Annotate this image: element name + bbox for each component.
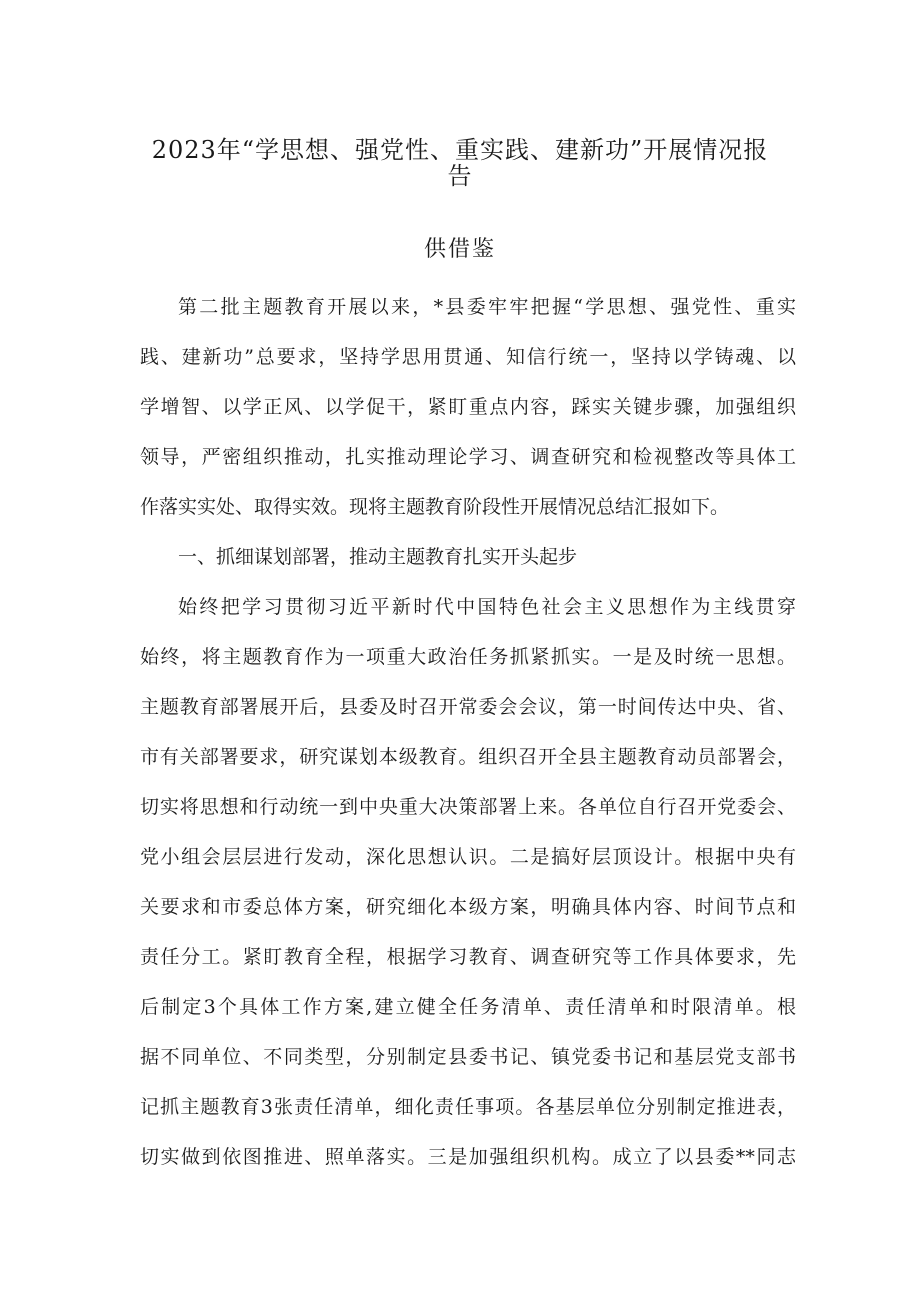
body-line: 责任分工。紧盯教育全程，根据学习教育、调查研究等工作具体要求，先 [140, 946, 796, 968]
body-line: 切实做到依图推进、照单落实。三是加强组织机构。成立了以县委**同志 [140, 1146, 796, 1168]
document-subtitle: 供借鉴 [423, 237, 496, 262]
body-line: 党小组会层层进行发动，深化思想认识。二是搞好层顶设计。根据中央有 [140, 846, 796, 868]
body-line: 始终，将主题教育作为一项重大政治任务抓紧抓实。一是及时统一思想。 [140, 646, 796, 668]
document-title-line-1: 2023年“学思想、强党性、重实践、建新功”开展情况报 [151, 136, 769, 164]
section-heading: 一、抓细谋划部署，推动主题教育扎实开头起步 [178, 546, 578, 568]
intro-line: 学增智、以学正风、以学促干，紧盯重点内容，踩实关键步骤，加强组织 [140, 396, 796, 418]
body-line: 关要求和市委总体方案，研究细化本级方案，明确具体内容、时间节点和 [140, 896, 796, 918]
body-line: 始终把学习贯彻习近平新时代中国特色社会主义思想作为主线贯穿 [178, 596, 796, 618]
body-line: 据不同单位、不同类型，分别制定县委书记、镇党委书记和基层党支部书 [140, 1046, 796, 1068]
body-line: 市有关部署要求，研究谋划本级教育。组织召开全县主题教育动员部署会， [140, 746, 796, 768]
body-line: 记抓主题教育3张责任清单，细化责任事项。各基层单位分别制定推进表， [140, 1096, 796, 1118]
body-line: 后制定3个具体工作方案,建立健全任务清单、责任清单和时限清单。根 [140, 996, 796, 1018]
intro-line: 领导，严密组织推动，扎实推动理论学习、调查研究和检视整改等具体工 [140, 446, 796, 468]
body-line: 切实将思想和行动统一到中央重大决策部署上来。各单位自行召开党委会、 [140, 796, 796, 818]
intro-line: 践、建新功”总要求，坚持学思用贯通、知信行统一，坚持以学铸魂、以 [140, 346, 796, 368]
document-title-line-2: 告 [447, 162, 473, 190]
body-line: 主题教育部署展开后，县委及时召开常委会会议，第一时间传达中央、省、 [140, 696, 796, 718]
intro-line: 第二批主题教育开展以来，*县委牢牢把握“学思想、强党性、重实 [178, 296, 796, 318]
intro-line: 作落实实处、取得实效。现将主题教育阶段性开展情况总结汇报如下。 [140, 496, 730, 518]
